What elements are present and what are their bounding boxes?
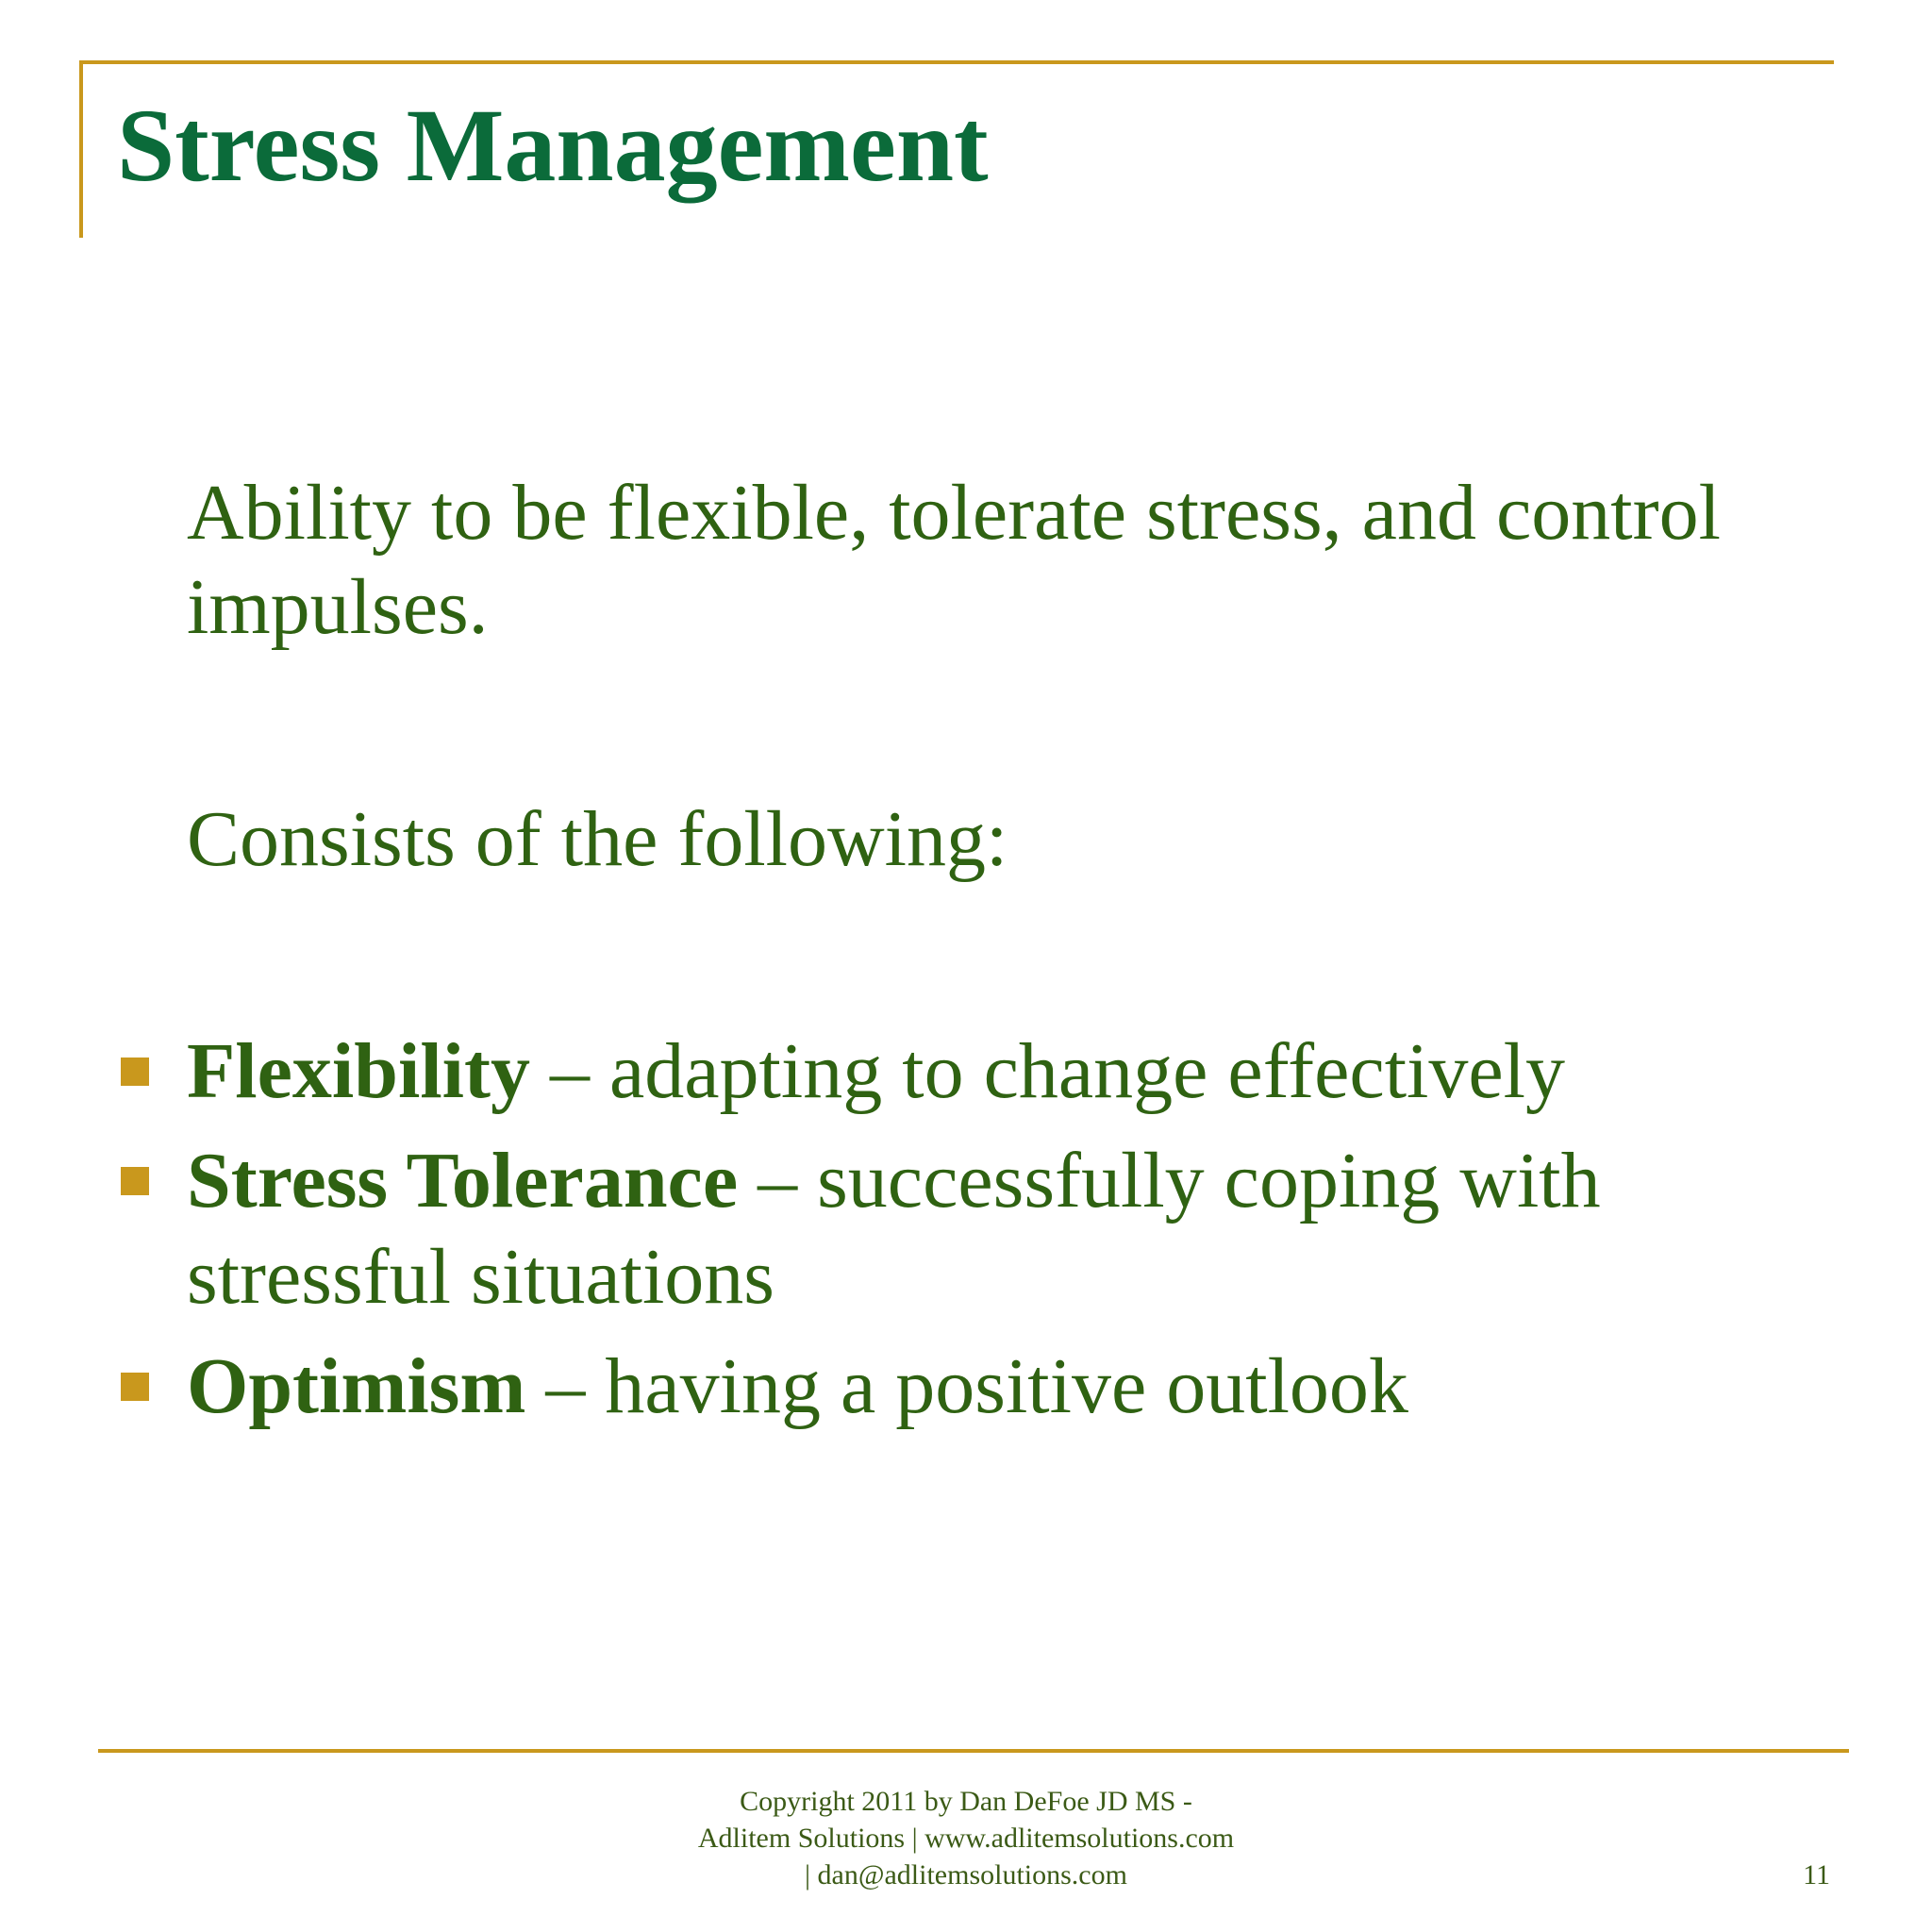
square-bullet-icon (121, 1058, 149, 1086)
footer-line-email: | dan@adlitemsolutions.com (805, 1859, 1127, 1890)
slide-title: Stress Management (117, 88, 989, 203)
footer-line-copyright: Copyright 2011 by Dan DeFoe JD MS - (740, 1786, 1192, 1817)
bullet-list (0, 1024, 1932, 1448)
title-top-rule (79, 60, 1834, 64)
bullet-term: Stress Tolerance (187, 1137, 739, 1224)
title-left-rule (79, 60, 83, 238)
bullet-item-stress-tolerance (0, 1133, 1687, 1325)
footer-line-company: Adlitem Solutions | www.adlitemsolutions.com (697, 1823, 1235, 1854)
square-bullet-icon (121, 1167, 149, 1195)
bullet-term: Flexibility (187, 1027, 530, 1115)
footer-copyright (589, 1783, 1343, 1893)
page-number: 11 (1803, 1859, 1830, 1890)
consists-text: Consists of the following: (187, 795, 1008, 883)
square-bullet-icon (121, 1373, 149, 1401)
bullet-description: – adapting to change effectively (529, 1027, 1565, 1115)
bullet-term: Optimism (187, 1342, 526, 1430)
intro-text: Ability to be flexible, tolerate stress, and control impulses. (187, 469, 1721, 651)
bullet-description: – successfully coping with stressful situations (187, 1137, 1601, 1321)
bullet-description: – having a positive outlook (525, 1342, 1408, 1430)
footer-rule (98, 1749, 1849, 1753)
bullet-item-flexibility (0, 1024, 1687, 1120)
bullet-item-optimism (0, 1339, 1687, 1435)
